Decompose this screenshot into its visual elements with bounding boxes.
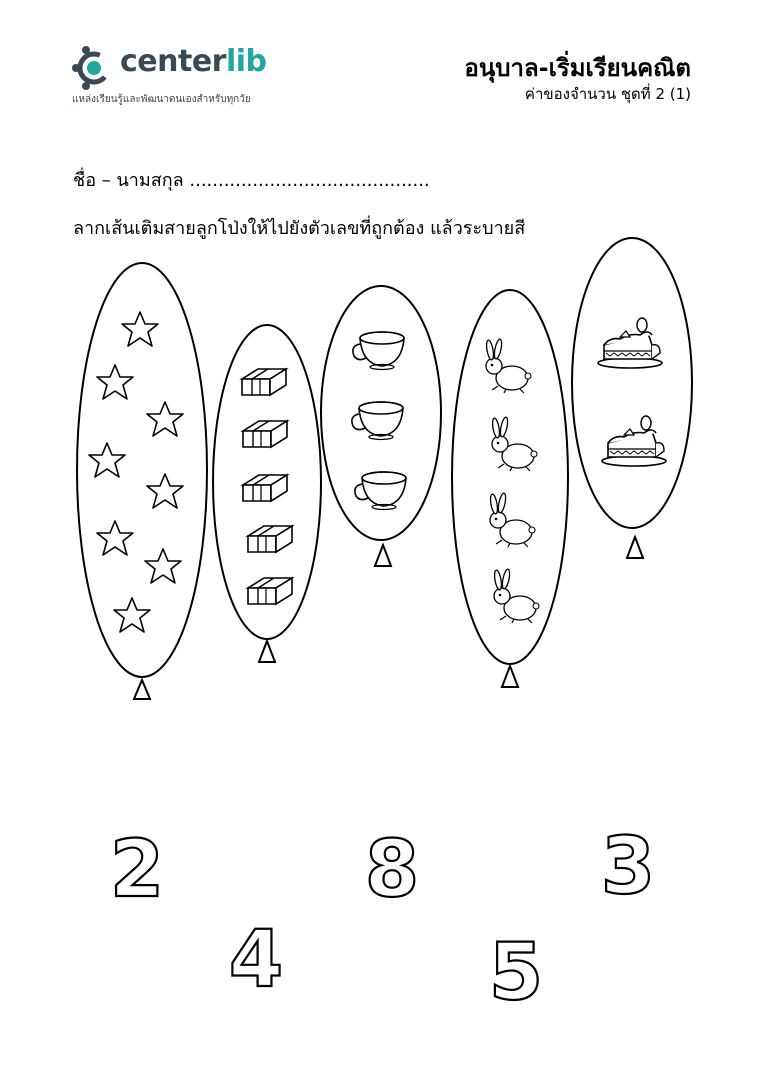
number-option[interactable]: 4 [228, 915, 284, 1005]
page-subtitle: ค่าของจำนวน ชุดที่ 2 (1) [524, 85, 691, 103]
instruction-text: ลากเส้นเติมสายลูกโป่งให้ไปยังตัวเลขที่ถูกต้อง แล้วระบายสี [73, 218, 526, 239]
logo-wordmark: centerlib [120, 44, 267, 79]
number-option[interactable]: 2 [109, 825, 165, 915]
balloon-stars [77, 263, 207, 699]
balloon-erasers [213, 325, 321, 662]
balloon-cups [321, 286, 441, 566]
logo-tagline: แหล่งเรียนรู้และพัฒนาตนเองสำหรับทุกวัย [72, 94, 251, 105]
balloon-knot [627, 537, 643, 558]
balloon-cakes [572, 238, 692, 558]
number-option[interactable]: 3 [600, 822, 656, 912]
balloon-knot [134, 680, 150, 699]
number-option[interactable]: 8 [364, 825, 420, 915]
number-option[interactable]: 5 [488, 928, 544, 1018]
balloon-rabbits [452, 290, 568, 687]
balloon-knot [375, 545, 391, 566]
balloon-body [572, 238, 692, 528]
student-name-line[interactable]: ชื่อ – นามสกุล .......................................... [73, 170, 430, 191]
page-title: อนุบาล-เริ่มเรียนคณิต [464, 54, 691, 82]
balloon-knot [259, 641, 275, 662]
balloon-knot [502, 666, 518, 687]
